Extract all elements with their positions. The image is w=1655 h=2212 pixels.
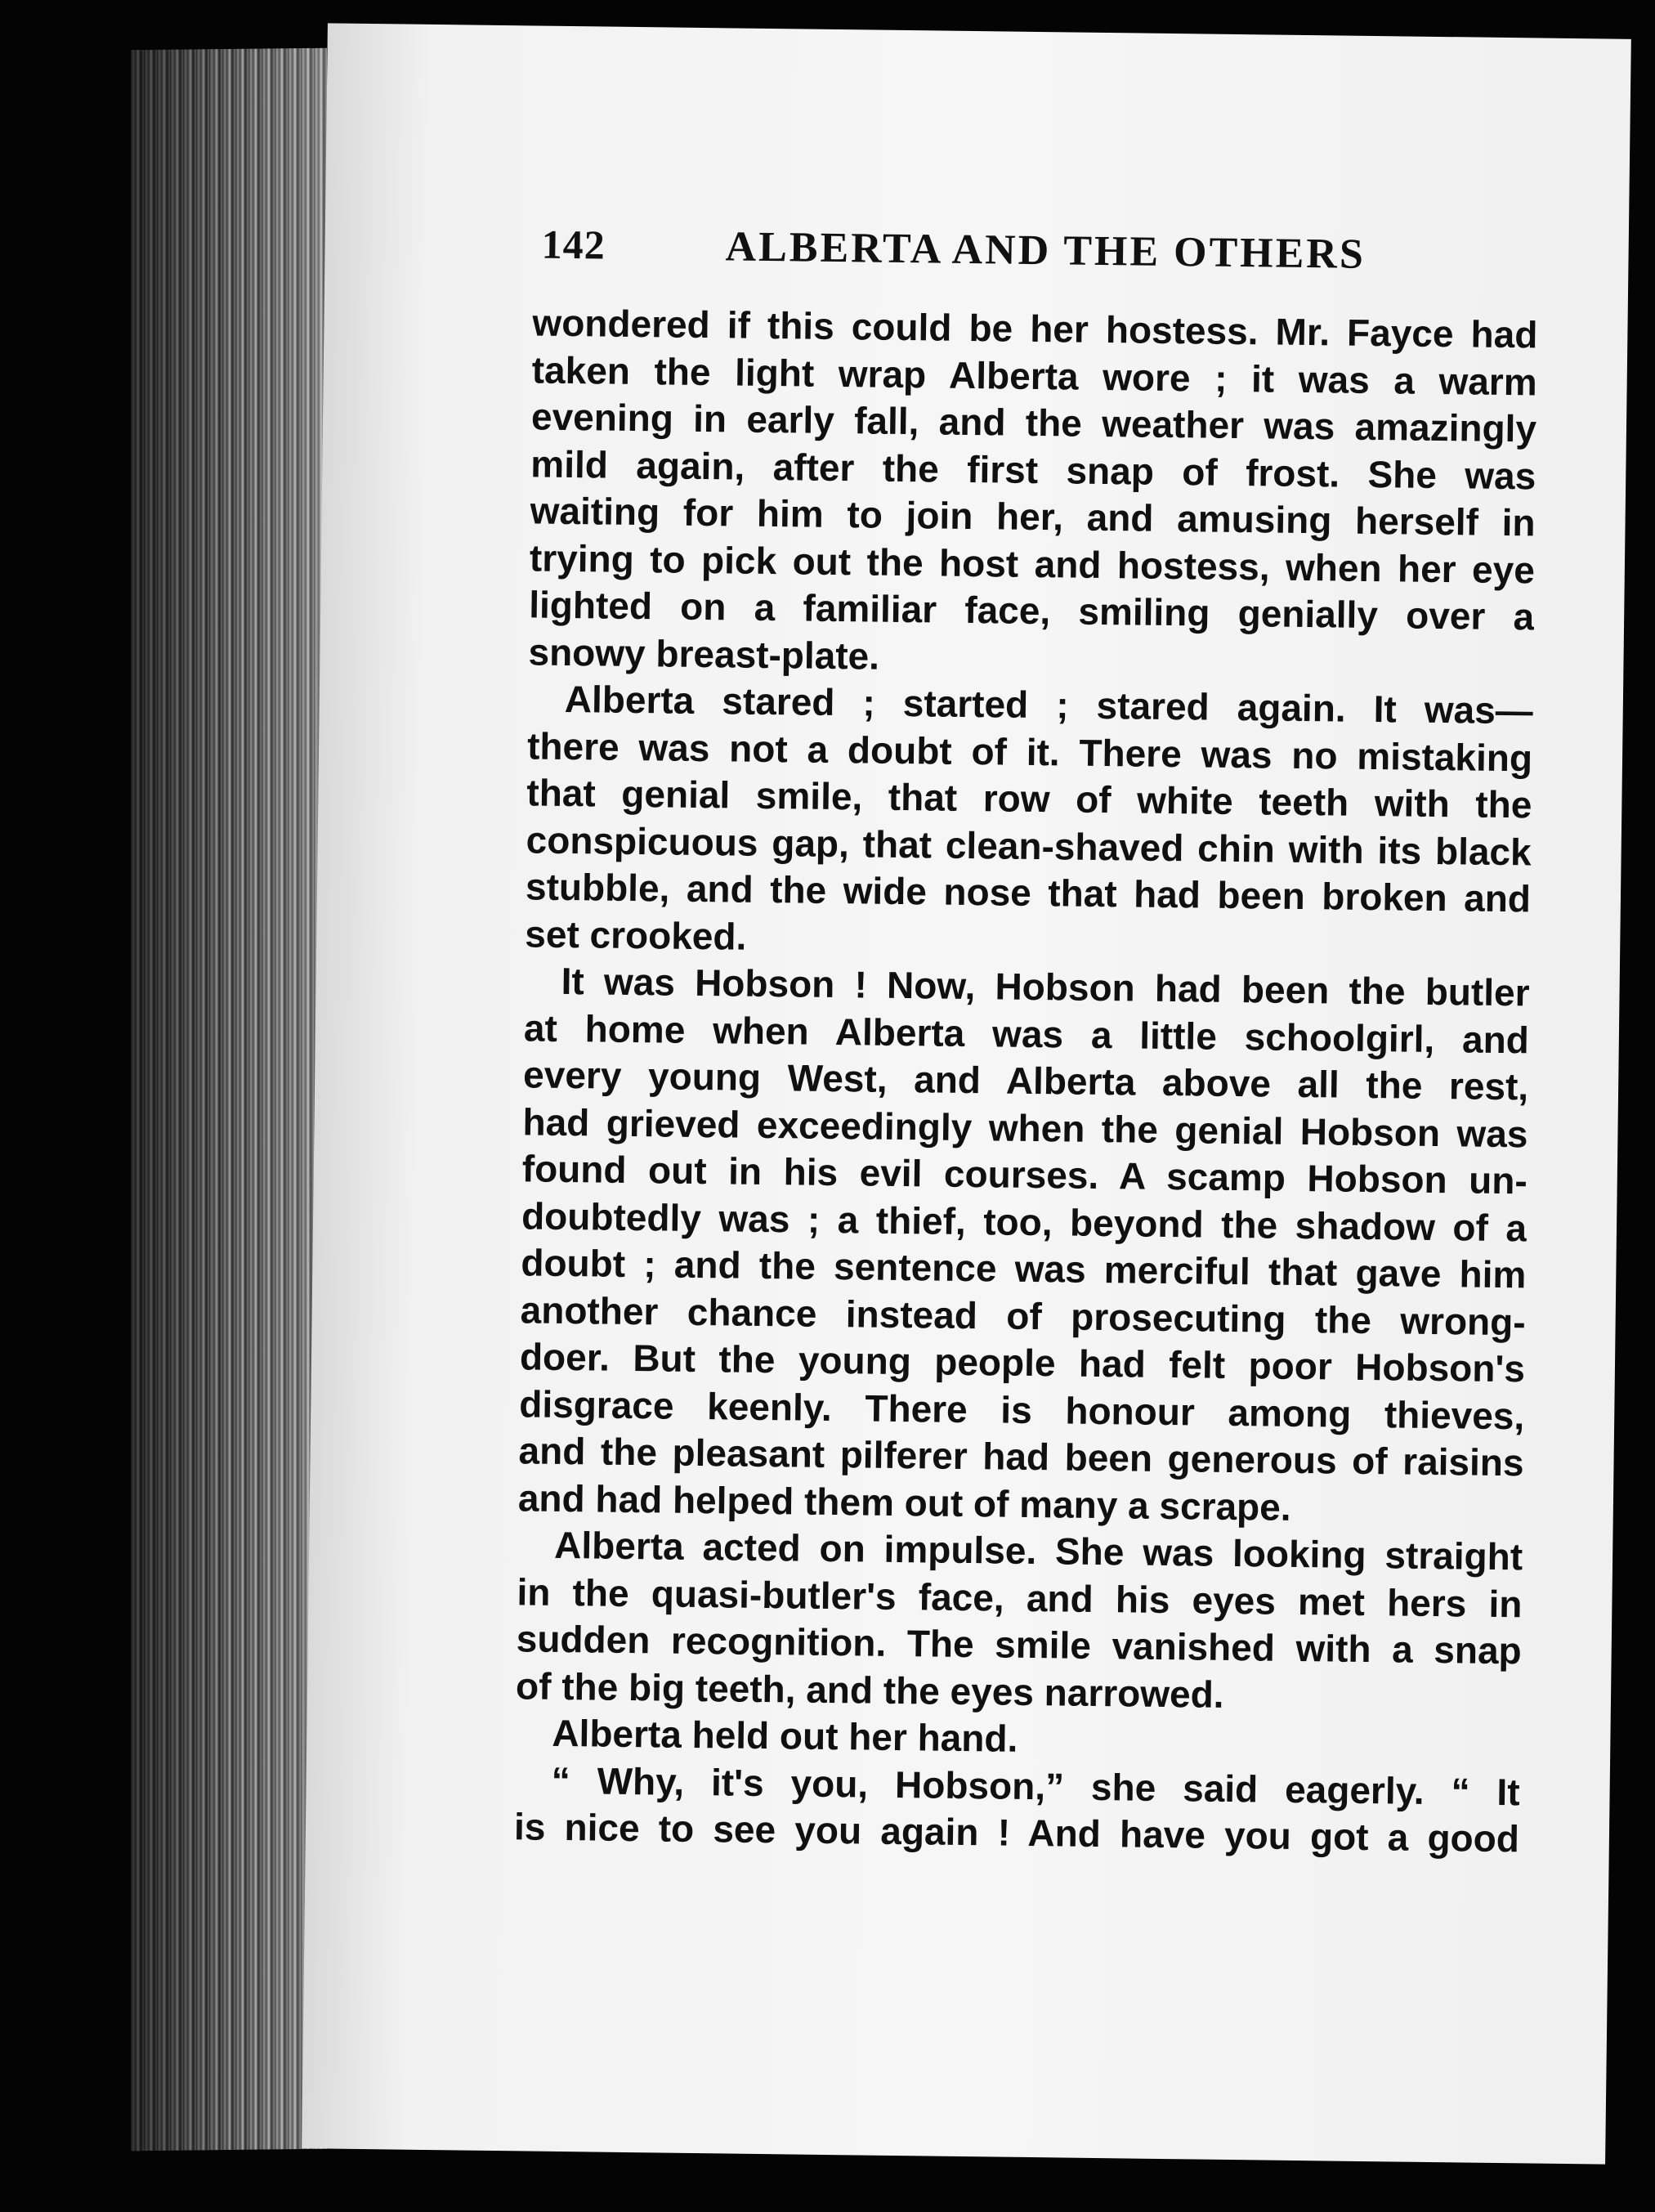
- page-edges-shadow: [131, 48, 327, 2152]
- text-line: trying to pick out the host and hostess, when her eye: [529, 535, 1536, 591]
- text-line: “ Why, it's you, Hobson,” she said eagerly. “ It: [551, 1758, 1520, 1813]
- text-line: set crooked.: [525, 911, 747, 958]
- text-line: wondered if this could be her hostess. Mr. Fayce had: [532, 301, 1538, 356]
- running-head: [541, 221, 1478, 298]
- text-line: snowy breast-plate.: [528, 629, 880, 678]
- text-line: every young West, and Alberta above all the rest,: [522, 1053, 1529, 1108]
- book-page: [302, 23, 1631, 2164]
- text-line: and the pleasant pilferer had been generous of raisins: [518, 1429, 1524, 1484]
- body-text: [514, 299, 1538, 1862]
- text-line: doubtedly was ; a thief, too, beyond the shadow of a: [521, 1193, 1528, 1249]
- text-line: mild again, after the first snap of frost. She was: [530, 441, 1536, 497]
- text-line: stubble, and the wide nose that had been broken and: [525, 865, 1532, 920]
- text-line: had grieved exceedingly when the genial Hobson was: [522, 1099, 1528, 1155]
- text-line: is nice to see you again ! And have you got a good: [513, 1805, 1520, 1860]
- text-line: conspicuous gap, that clean-shaved chin with its black: [526, 817, 1532, 873]
- page-content: [302, 23, 1631, 2164]
- text-line: evening in early fall, and the weather was amazingly: [530, 395, 1537, 450]
- text-line: Alberta acted on impulse. She was looking straight: [553, 1523, 1523, 1578]
- text-line: waiting for him to join her, and amusing herself in: [530, 489, 1536, 544]
- text-line: in the quasi-butler's face, and his eyes met hers in: [517, 1569, 1523, 1625]
- text-line: lighted on a familiar face, smiling genially over a: [528, 583, 1535, 638]
- text-line: Alberta held out her hand.: [552, 1711, 1018, 1760]
- text-line: taken the light wrap Alberta wore ; it was a warm: [531, 347, 1538, 403]
- text-line: that genial smile, that row of white teeth with the: [526, 771, 1532, 826]
- page-number: 142: [541, 221, 606, 268]
- text-line: doubt ; and the sentence was merciful that gave him: [521, 1241, 1527, 1296]
- text-line: of the big teeth, and the eyes narrowed.: [515, 1663, 1224, 1716]
- running-title: ALBERTA AND THE OTHERS: [725, 223, 1366, 278]
- text-line: found out in his evil courses. A scamp Hobson un-: [521, 1147, 1528, 1202]
- text-line: sudden recognition. The smile vanished with a snap: [516, 1617, 1523, 1672]
- text-line: and had helped them out of many a scrape.: [517, 1475, 1291, 1529]
- text-line: at home when Alberta was a little schoolgirl, and: [523, 1005, 1530, 1061]
- text-line: It was Hobson ! Now, Hobson had been the butler: [561, 959, 1530, 1014]
- text-line: doer. But the young people had felt poor Hobson's: [519, 1335, 1526, 1390]
- text-line: another chance instead of prosecuting the wrong-: [520, 1287, 1526, 1343]
- text-line: there was not a doubt of it. There was no mistaking: [526, 723, 1533, 779]
- text-line: Alberta stared ; started ; stared again. It was—: [564, 677, 1534, 732]
- text-line: disgrace keenly. There is honour among thieves,: [519, 1381, 1525, 1437]
